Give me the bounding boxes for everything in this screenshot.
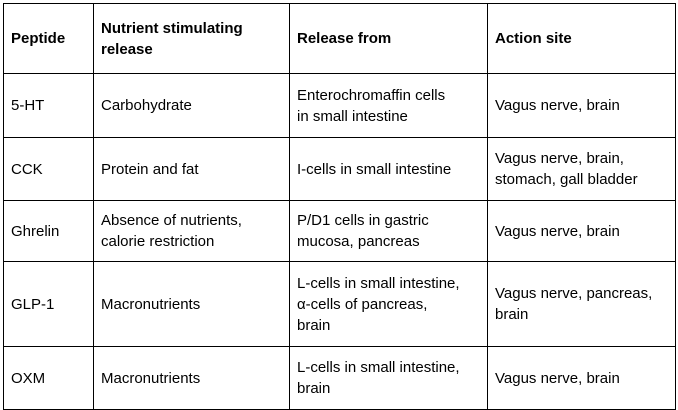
cell-text-line: CCK	[11, 160, 43, 178]
cell-text-line: L-cells in small intestine,	[297, 274, 460, 292]
header-nutrient-stimulating-release	[94, 4, 290, 74]
cell-text-line: L-cells in small intestine,	[297, 359, 460, 376]
table-header-row	[4, 4, 676, 74]
table-row	[4, 74, 676, 138]
table-row	[4, 262, 676, 347]
cell-text-line: Ghrelin	[11, 222, 60, 240]
header-peptide	[4, 4, 94, 74]
nutrient-cell	[94, 201, 290, 262]
peptide-cell	[4, 138, 94, 201]
peptide-cell	[4, 74, 94, 138]
cell-text-line: GLP-1	[11, 295, 55, 313]
cell-text-line: brain	[297, 316, 331, 334]
cell-text-line: Vagus nerve, brain	[495, 369, 620, 387]
table-row	[4, 138, 676, 201]
header-text-line: Release from	[297, 30, 392, 47]
cell-text-line: stomach, gall bladder	[495, 171, 638, 188]
release-from-cell	[290, 138, 488, 201]
release-from-cell	[290, 262, 488, 347]
action-site-cell	[488, 347, 676, 410]
table-row	[4, 347, 676, 410]
peptide-cell	[4, 201, 94, 262]
cell-text-line: 5-HT	[11, 97, 45, 114]
header-release-from	[290, 4, 488, 74]
release-from-cell	[290, 74, 488, 138]
header-text-line: Peptide	[11, 30, 66, 47]
header-text-line: Nutrient stimulating	[101, 19, 243, 37]
cell-text-line: brain	[495, 306, 529, 323]
cell-text-line: OXM	[11, 369, 46, 387]
peptide-table-container	[3, 3, 676, 410]
release-from-cell	[290, 201, 488, 262]
nutrient-cell	[94, 138, 290, 201]
nutrient-cell	[94, 262, 290, 347]
header-text-line: Action site	[495, 30, 572, 47]
cell-text-line: I-cells in small intestine	[297, 160, 452, 178]
header-text-line: release	[101, 40, 153, 58]
cell-text-line: Protein and fat	[101, 160, 199, 178]
nutrient-cell	[94, 74, 290, 138]
cell-text-line: α-cells of pancreas,	[297, 295, 428, 313]
release-from-cell	[290, 347, 488, 410]
cell-text-line: P/D1 cells in gastric	[297, 212, 429, 229]
header-action-site	[488, 4, 676, 74]
cell-text-line: Vagus nerve, brain	[495, 97, 620, 114]
cell-text-line: Vagus nerve, brain,	[495, 150, 624, 167]
cell-text-line: brain	[297, 380, 331, 397]
cell-text-line: Vagus nerve, brain	[495, 222, 620, 240]
table-row	[4, 201, 676, 262]
peptide-cell	[4, 262, 94, 347]
cell-text-line: mucosa, pancreas	[297, 233, 420, 250]
cell-text-line: calorie restriction	[101, 233, 215, 250]
cell-text-line: Carbohydrate	[101, 97, 192, 114]
cell-text-line: Macronutrients	[101, 295, 201, 313]
cell-text-line: Vagus nerve, pancreas,	[495, 285, 653, 302]
action-site-cell	[488, 262, 676, 347]
action-site-cell	[488, 201, 676, 262]
cell-text-line: Absence of nutrients,	[101, 212, 242, 229]
peptide-cell	[4, 347, 94, 410]
nutrient-cell	[94, 347, 290, 410]
cell-text-line: in small intestine	[297, 107, 408, 125]
peptide-table	[3, 3, 676, 410]
cell-text-line: Macronutrients	[101, 369, 201, 387]
action-site-cell	[488, 74, 676, 138]
action-site-cell	[488, 138, 676, 201]
cell-text-line: Enterochromaffin cells	[297, 86, 446, 104]
